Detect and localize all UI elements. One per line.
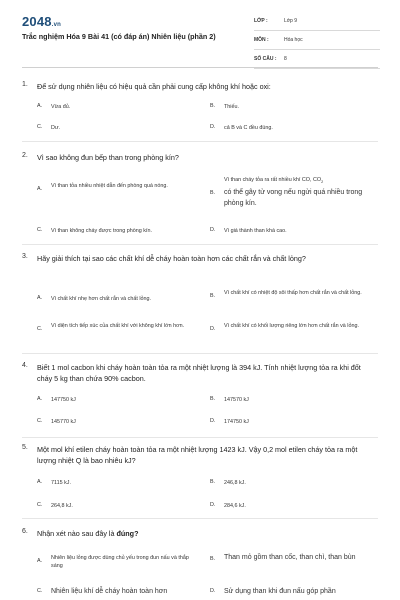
- question-number: 4.: [22, 362, 28, 369]
- option-text-small: Vì than cháy tỏa ra rất nhiều khí CO, CO: [224, 177, 322, 183]
- question-number: 1.: [22, 81, 28, 88]
- option-letter: A.: [37, 103, 43, 109]
- option-text: Vì chất khí có nhiệt độ sôi thấp hơn chất rắn và chất lỏng.: [224, 290, 362, 296]
- site-logo[interactable]: [22, 14, 61, 29]
- option-letter: D.: [210, 227, 216, 233]
- option-text: 145770 kJ: [51, 419, 76, 425]
- option-letter: D.: [210, 502, 216, 508]
- meta-row-class: [254, 14, 380, 31]
- option-text: 147750 kJ: [51, 397, 76, 403]
- question-divider: [22, 353, 378, 354]
- question-text-emphasis: đúng?: [116, 529, 139, 538]
- option-text: Vì giá thành than khá cao.: [224, 228, 287, 234]
- option-text: Vì than tỏa nhiều nhiệt dẫn đến phòng quá nóng.: [51, 183, 168, 189]
- question-text: Vì sao không đun bếp than trong phòng kín?: [37, 153, 179, 162]
- question-1: [22, 81, 378, 141]
- header-divider: [22, 67, 378, 68]
- option-text: Nhiên liệu khí dễ cháy hoàn toàn hơn: [51, 588, 168, 595]
- question-divider: [22, 244, 378, 245]
- option-letter: A.: [37, 558, 43, 564]
- meta-row-subject: [254, 33, 380, 50]
- option-letter: C.: [37, 502, 43, 508]
- option-letter: C.: [37, 326, 43, 332]
- question-text: Để sử dụng nhiên liệu có hiệu quả cần phải cung cấp không khí hoặc oxi:: [37, 82, 271, 91]
- option-letter: B.: [210, 103, 216, 109]
- option-letter: C.: [37, 124, 43, 130]
- option-letter: D.: [210, 124, 216, 130]
- option-letter: B.: [210, 190, 216, 196]
- option-text: Vì than không cháy được trong phòng kín.: [51, 228, 152, 234]
- question-divider: [22, 141, 378, 142]
- question-6: [22, 528, 378, 600]
- meta-label: LỚP :: [254, 18, 268, 24]
- option-text: 246,8 kJ.: [224, 480, 246, 486]
- question-text-main: Nhận xét nào sau đây là: [37, 529, 117, 538]
- option-text-large: có thể gây tử vong nếu ngửi quá nhiều trong phòng kín.: [224, 189, 363, 207]
- option-text: 147570 kJ: [224, 397, 249, 403]
- question-5: [22, 444, 378, 519]
- option-letter: D.: [210, 418, 216, 424]
- question-number: 6.: [22, 528, 28, 535]
- option-text: 174750 kJ: [224, 419, 249, 425]
- option-letter: C.: [37, 418, 43, 424]
- option-letter: A.: [37, 479, 43, 485]
- option-letter: C.: [37, 588, 43, 594]
- option-text: Than mỏ gồm than cốc, than chì, than bùn: [224, 554, 356, 561]
- meta-value: Lớp 9: [284, 18, 298, 24]
- question-divider: [22, 437, 378, 438]
- option-text: Thiếu.: [224, 104, 239, 110]
- meta-value: Hóa học: [284, 37, 303, 43]
- question-2: [22, 152, 378, 242]
- option-letter: B.: [210, 293, 216, 299]
- option-text: 284,6 kJ.: [224, 503, 246, 509]
- option-letter: B.: [210, 556, 216, 562]
- question-text: [37, 528, 367, 539]
- meta-label: MÔN :: [254, 37, 269, 43]
- option-text: Vì chất khí có khối lượng riêng lớn hơn chất rắn và lỏng.: [224, 323, 359, 329]
- question-divider: [22, 518, 378, 519]
- question-text: Một mol khí etilen cháy hoàn toàn tỏa ra một nhiệt lượng 1423 kJ. Vậy 0,2 mol etilen cháy tỏa ra một lượng nhiệt Q là bao nhiêu kJ?: [37, 445, 358, 465]
- option-letter: D.: [210, 588, 216, 594]
- logo-text: 2048: [22, 14, 52, 29]
- logo-suffix: .vn: [51, 22, 62, 28]
- question-number: 2.: [22, 152, 28, 159]
- question-text: Hãy giải thích tại sao các chất khí dễ cháy hoàn toàn hơn các chất rắn và chất lỏng?: [37, 254, 306, 263]
- option-text: Dư.: [51, 125, 60, 131]
- meta-label: SỐ CÂU :: [254, 56, 277, 62]
- question-number: 5.: [22, 444, 28, 451]
- option-text: 264,8 kJ.: [51, 503, 73, 509]
- page-header: [0, 0, 400, 70]
- option-letter: A.: [37, 186, 43, 192]
- option-letter: A.: [37, 295, 43, 301]
- question-4: [22, 362, 378, 437]
- option-letter: D.: [210, 326, 216, 332]
- meta-value: 8: [284, 56, 287, 62]
- meta-panel: [254, 14, 380, 71]
- option-letter: B.: [210, 396, 216, 402]
- question-3: [22, 253, 378, 353]
- page-title: Trắc nghiệm Hóa 9 Bài 41 (có đáp án) Nhiên liệu (phần 2): [22, 32, 216, 41]
- option-text: cả B và C đều đúng.: [224, 125, 273, 131]
- option-letter: C.: [37, 227, 43, 233]
- option-text: Vừa đủ.: [51, 104, 71, 110]
- option-text: Sử dụng than khi đun nấu góp phần: [224, 588, 336, 595]
- option-text: Nhiên liệu lỏng được dùng chủ yếu trong đun nấu và thắp sáng: [51, 555, 189, 569]
- option-text: Vì diện tích tiếp xúc của chất khí với không khí lớn hơn.: [51, 323, 185, 329]
- option-letter: B.: [210, 479, 216, 485]
- question-text: Biết 1 mol cacbon khi cháy hoàn toàn tỏa ra một nhiệt lượng là 394 kJ. Tính nhiệt lượng tỏa ra khi đốt cháy 5 kg than chứa 90% cacbon.: [37, 363, 361, 383]
- question-number: 3.: [22, 253, 28, 260]
- option-text: Vì than cháy tỏa ra rất nhiều khí CO, $CO_2$: [224, 177, 324, 185]
- option-text: 7115 kJ.: [51, 480, 71, 486]
- option-text: Vì chất khí nhẹ hơn chất rắn và chất lỏng.: [51, 296, 152, 302]
- option-letter: A.: [37, 396, 43, 402]
